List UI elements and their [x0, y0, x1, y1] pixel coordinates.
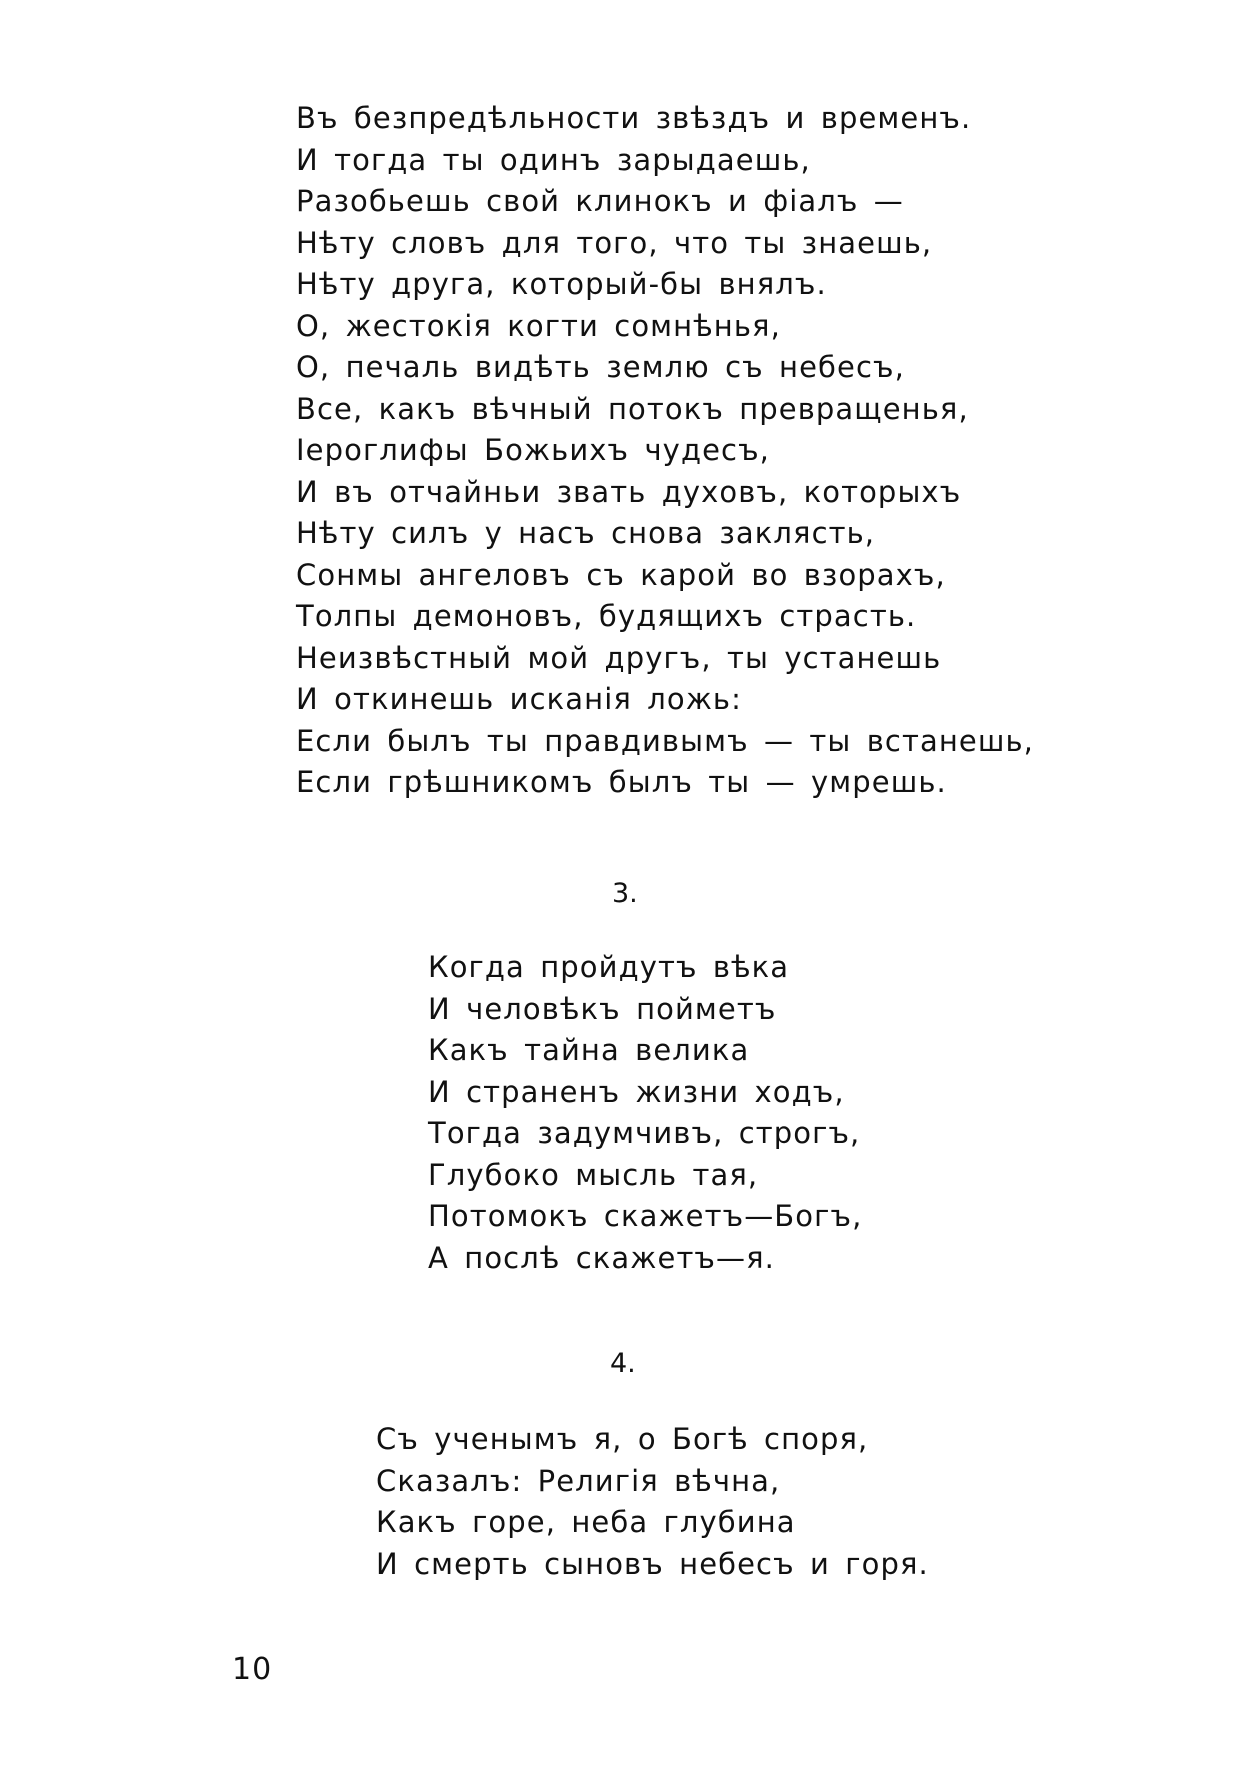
poem-line: О, печаль видѣть землю съ небесъ,: [296, 350, 905, 384]
section-number: 4.: [610, 1348, 636, 1379]
poem-line: Сонмы ангеловъ съ карой во взорахъ,: [296, 557, 946, 592]
poem-line: И откинешь исканія ложь:: [296, 682, 742, 716]
poem-line: Глубоко мысль тая,: [428, 1157, 759, 1192]
poem-line: Нѣту силъ у насъ снова заклясть,: [296, 516, 876, 550]
poem-line: И тогда ты одинъ зарыдаешь,: [296, 142, 811, 177]
poem-line: Потомокъ скажетъ—Богъ,: [428, 1199, 863, 1233]
poem-line: А послѣ скажетъ—я.: [428, 1240, 775, 1275]
poem-line: Когда пройдутъ вѣка: [428, 950, 790, 984]
poem-line: Іероглифы Божьихъ чудесъ,: [296, 433, 770, 467]
poem-line: Неизвѣстный мой другъ, ты устанешь: [296, 640, 942, 675]
poem-line: Какъ горе, неба глубина: [376, 1505, 796, 1539]
poem-line: Разобьешь свой клинокъ и фіалъ —: [296, 184, 904, 218]
section-number: 3.: [612, 878, 638, 909]
poem-line: И въ отчайньи звать духовъ, которыхъ: [296, 474, 962, 509]
page-number: 10: [232, 1652, 273, 1687]
poem-line: И смерть сыновъ небесъ и горя.: [376, 1546, 929, 1581]
poem-stanza: [428, 947, 862, 1279]
poem-line: Все, какъ вѣчный потокъ превращенья,: [296, 391, 969, 426]
poem-line: Если былъ ты правдивымъ — ты встанешь,: [296, 723, 1034, 758]
poem-stanza-continued: [296, 98, 1034, 804]
poem-line: И человѣкъ пойметъ: [428, 991, 777, 1026]
poem-line: Нѣту друга, который-бы внялъ.: [296, 267, 827, 301]
poem-line: Нѣту словъ для того, что ты знаешь,: [296, 225, 933, 260]
poem-line: О, жестокія когти сомнѣнья,: [296, 308, 781, 343]
poem-line: Если грѣшникомъ былъ ты — умрешь.: [296, 765, 947, 799]
poem-line: И страненъ жизни ходъ,: [428, 1074, 845, 1109]
poem-line: Въ безпредѣльности звѣздъ и временъ.: [296, 101, 972, 135]
poem-line: Съ ученымъ я, о Богѣ споря,: [376, 1422, 869, 1456]
poem-stanza: [376, 1419, 929, 1585]
poem-line: Сказалъ: Религія вѣчна,: [376, 1463, 781, 1498]
poem-line: Какъ тайна велика: [428, 1033, 750, 1067]
poem-line: Тогда задумчивъ, строгъ,: [428, 1116, 861, 1150]
poem-line: Толпы демоновъ, будящихъ страсть.: [296, 599, 917, 633]
